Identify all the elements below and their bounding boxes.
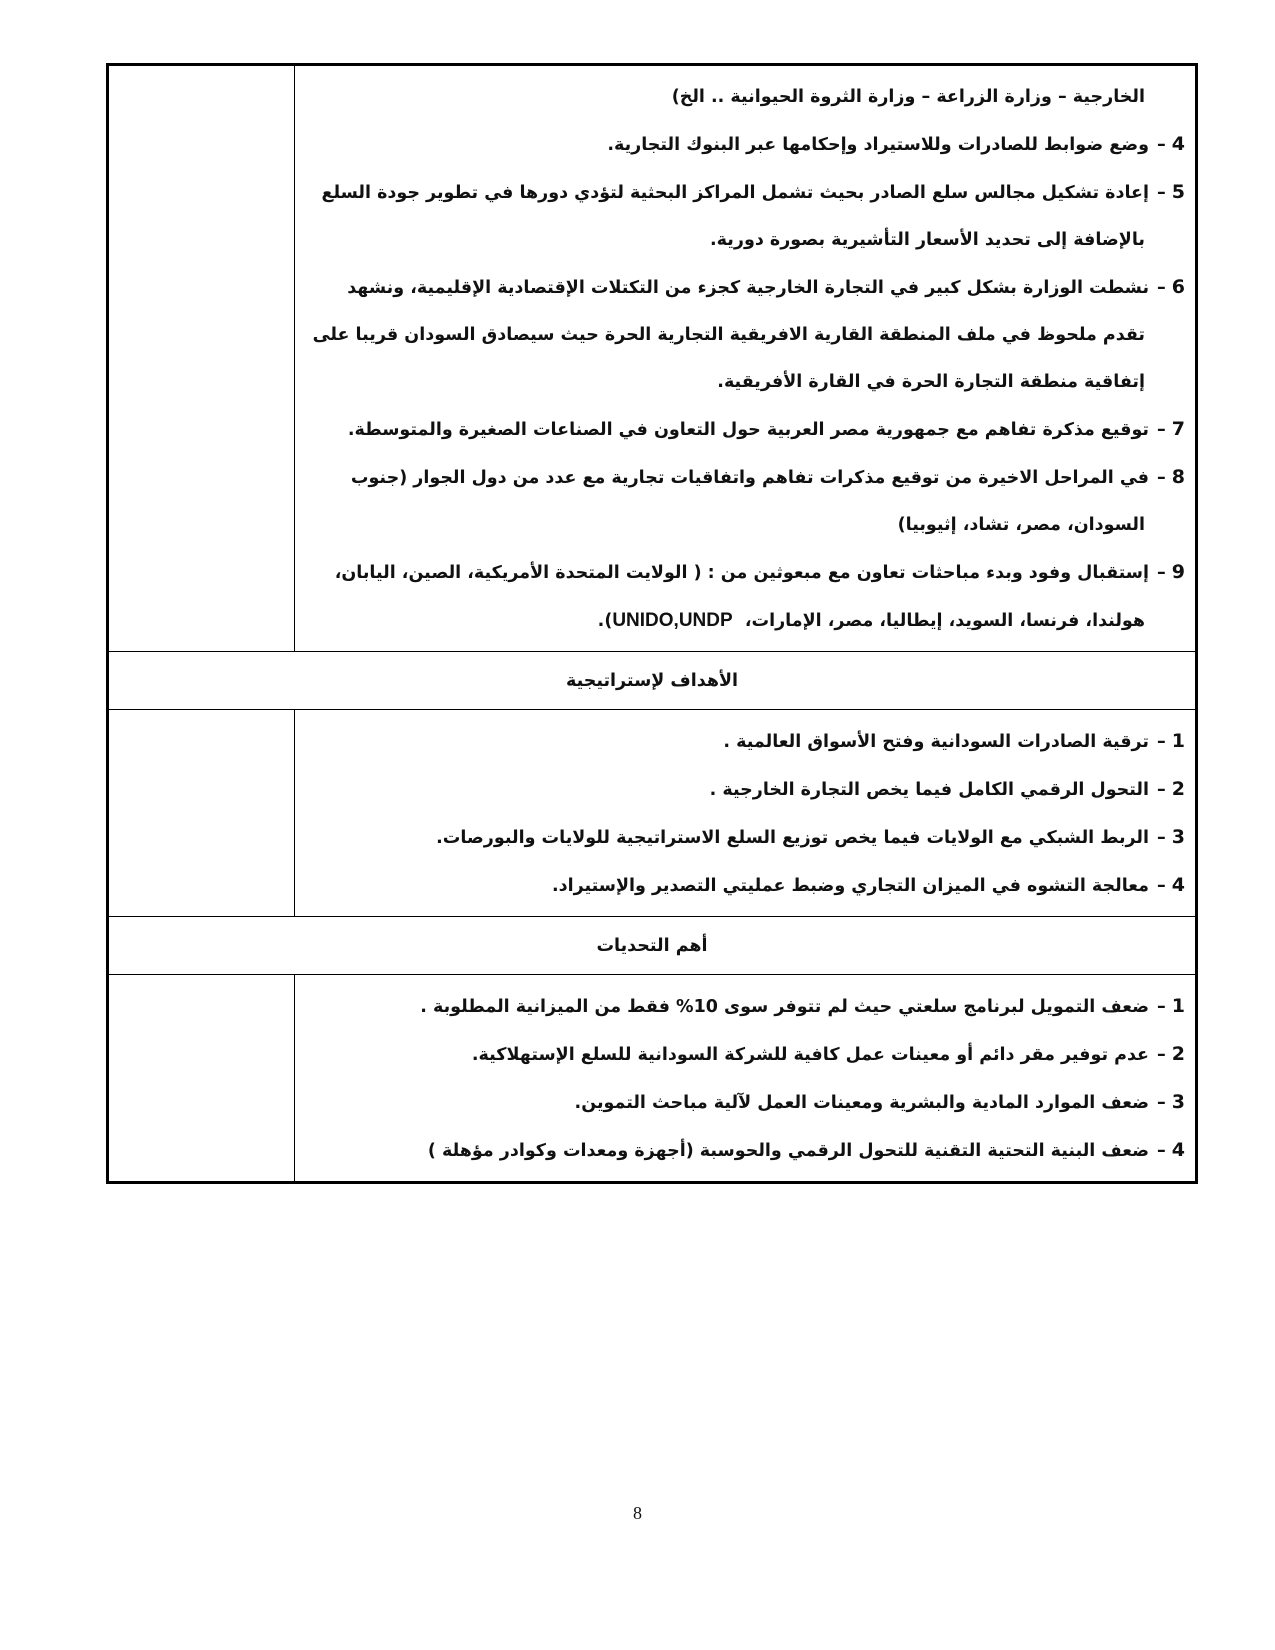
- list-item: 7–توقيع مذكرة تفاهم مع جمهورية مصر العربية حول التعاون في الصناعات الصغيرة والمتوسطة.: [347, 418, 1185, 440]
- table-row: [108, 65, 1197, 652]
- list-item: 8–في المراحل الاخيرة من توقيع مذكرات تفاهم واتفاقيات تجارية مع عدد من دول الجوار (جنوب: [350, 466, 1185, 488]
- side-column-cell: [108, 65, 295, 652]
- table-row: [108, 917, 1197, 975]
- list-item-continuation: إتفاقية منطقة التجارة الحرة في القارة الأفريقية.: [717, 372, 1145, 392]
- side-column-cell: [108, 975, 295, 1183]
- table-row: [108, 652, 1197, 710]
- table-row: [108, 710, 1197, 917]
- list-item-continuation: هولندا، فرنسا، السويد، إيطاليا، مصر، الإمارات، UNIDO,UNDP).: [597, 610, 1145, 631]
- list-item: 1–ترقية الصادرات السودانية وفتح الأسواق العالمية .: [723, 730, 1185, 752]
- list-item: 3–الربط الشبكي مع الولايات فيما يخص توزيع السلع الاستراتيجية للولايات والبورصات.: [436, 826, 1185, 848]
- list-item-continuation: السودان، مصر، تشاد، إثيوبيا): [897, 515, 1145, 535]
- side-column-cell: [108, 710, 295, 917]
- list-item-continuation: تقدم ملحوظ في ملف المنطقة القارية الافريقية التجارية الحرة حيث سيصادق السودان قريبا على: [312, 325, 1145, 345]
- list-item: 4–معالجة التشوه في الميزان التجاري وضبط عمليتي التصدير والإستيراد.: [551, 874, 1185, 896]
- list-item: 1–ضعف التمويل لبرنامج سلعتي حيث لم تتوفر سوى 10% فقط من الميزانية المطلوبة .: [420, 995, 1185, 1017]
- list-item: 4–ضعف البنية التحتية التقنية للتحول الرقمي والحوسبة (أجهزة ومعدات وكوادر مؤهلة ): [427, 1139, 1185, 1161]
- list-item: 4–وضع ضوابط للصادرات وللاستيراد وإحكامها عبر البنوك التجارية.: [607, 133, 1185, 155]
- page-number: 8: [633, 1503, 642, 1523]
- challenges-heading: أهم التحديات: [108, 917, 1197, 975]
- list-item: 3–ضعف الموارد المادية والبشرية ومعينات العمل لآلية مباحث التموين.: [574, 1091, 1185, 1113]
- list-item: 5–إعادة تشكيل مجالس سلع الصادر بحيث تشمل المراكز البحثية لتؤدي دورها في تطوير جودة السلع: [321, 181, 1185, 203]
- list-item: 9–إستقبال وفود وبدء مباحثات تعاون مع مبعوثين من : ( الولايت المتحدة الأمريكية، الصين، اليابان،: [334, 561, 1185, 583]
- list-item-continuation: بالإضافة إلى تحديد الأسعار التأشيرية بصورة دورية.: [710, 230, 1145, 250]
- list-item: 2–التحول الرقمي الكامل فيما يخص التجارة الخارجية .: [709, 778, 1185, 800]
- continued-section-cell: [295, 65, 1197, 652]
- list-item: 6–نشطت الوزارة بشكل كبير في التجارة الخارجية كجزء من التكتلات الإقتصادية الإقليمية، ونشهد: [347, 276, 1185, 298]
- list-item: 2–عدم توفير مقر دائم أو معينات عمل كافية للشركة السودانية للسلع الإستهلاكية.: [471, 1043, 1185, 1065]
- goals-heading: الأهداف لإستراتيجية: [108, 652, 1197, 710]
- challenges-cell: [295, 975, 1197, 1183]
- list-item: الخارجية – وزارة الزراعة – وزارة الثروة الحيوانية .. الخ): [671, 87, 1145, 107]
- table-row: [108, 975, 1197, 1183]
- document-table: [106, 63, 1198, 1184]
- goals-cell: [295, 710, 1197, 917]
